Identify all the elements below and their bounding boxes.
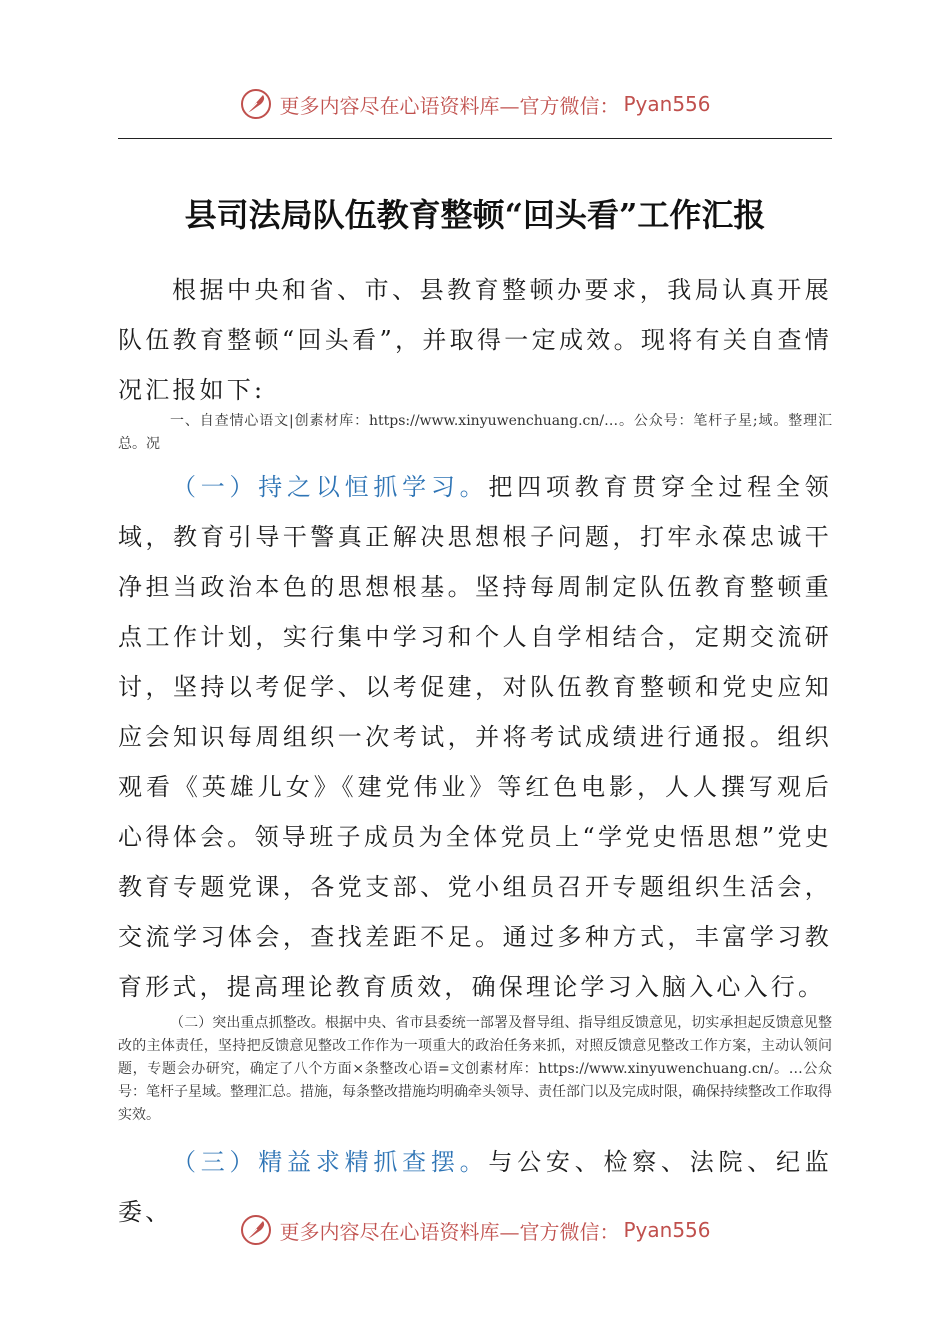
banner-text: 更多内容尽在心语资料库—官方微信： xyxy=(279,1219,620,1244)
banner-account: Pyan556 xyxy=(623,1218,711,1242)
item-three-body: 与公安、检察、法院、纪监委、 xyxy=(118,1148,833,1226)
banner-text: 更多内容尽在心语资料库—官方微信： xyxy=(279,93,620,118)
intro-paragraph: 根据中央和省、市、县教育整顿办要求，我局认真开展队伍教育整顿“回头看”，并取得一定成效。现将有关自查情况汇报如下: xyxy=(118,276,832,404)
feather-pen-logo-icon xyxy=(239,1213,273,1247)
feather-pen-logo-icon xyxy=(239,87,273,121)
header-rule xyxy=(118,138,832,139)
item-three-heading: （三）精益求精抓查摆。 xyxy=(172,1148,489,1176)
section-one-heading: 一、自查情心语文|创素材库：https://www.xinyuwenchuang.cn/…。公众号：笔杆子星;域。整理汇总。况 xyxy=(118,413,832,452)
item-two-paragraph: （二）突出重点抓整改。根据中央、省市县委统一部署及督导组、指导组反馈意见，切实承担起反馈意见整改的主体责任，坚持把反馈意见整改工作作为一项重大的政治任务来抓，对照反馈意见整改工作方案，主动认领问题，专题会办研究，确定了八个方面×条整改心语=文创素材库：https://www.xinyuwenchuang.cn/。…公众号：笔杆子星域。整理汇总。措施，每条整改措施均明确牵头领导、责任部门以及完成时限，确保持续整改工作取得实效。 xyxy=(118,1015,832,1123)
item-one-heading: （一）持之以恒抓学习。 xyxy=(172,473,489,501)
item-one-body: 把四项教育贯穿全过程全领域，教育引导干警真正解决思想根子问题，打牢永葆忠诚干净担当政治本色的思想根基。坚持每周制定队伍教育整顿重点工作计划，实行集中学习和个人自学相结合，定期交流研讨，坚持以考促学、以考促建，对队伍教育整顿和党史应知应会知识每周组织一次考试，并将考试成绩进行通报。组织观看《英雄儿女》《建党伟业》等红色电影，人人撰写观后心得体会。领导班子成员为全体党员上“学党史悟思想”党史教育专题党课，各党支部、党小组员召开专题组织生活会，交流学习体会，查找差距不足。通过多种方式，丰富学习教育形式，提高理论教育质效，确保理论学习入脑入心入行。 xyxy=(118,473,833,1001)
banner-account: Pyan556 xyxy=(623,92,711,116)
page-title: 县司法局队伍教育整顿“回头看”工作汇报 xyxy=(184,196,766,234)
header-banner xyxy=(0,84,950,124)
item-one-paragraph xyxy=(118,462,832,1012)
footer-banner xyxy=(0,1210,950,1250)
